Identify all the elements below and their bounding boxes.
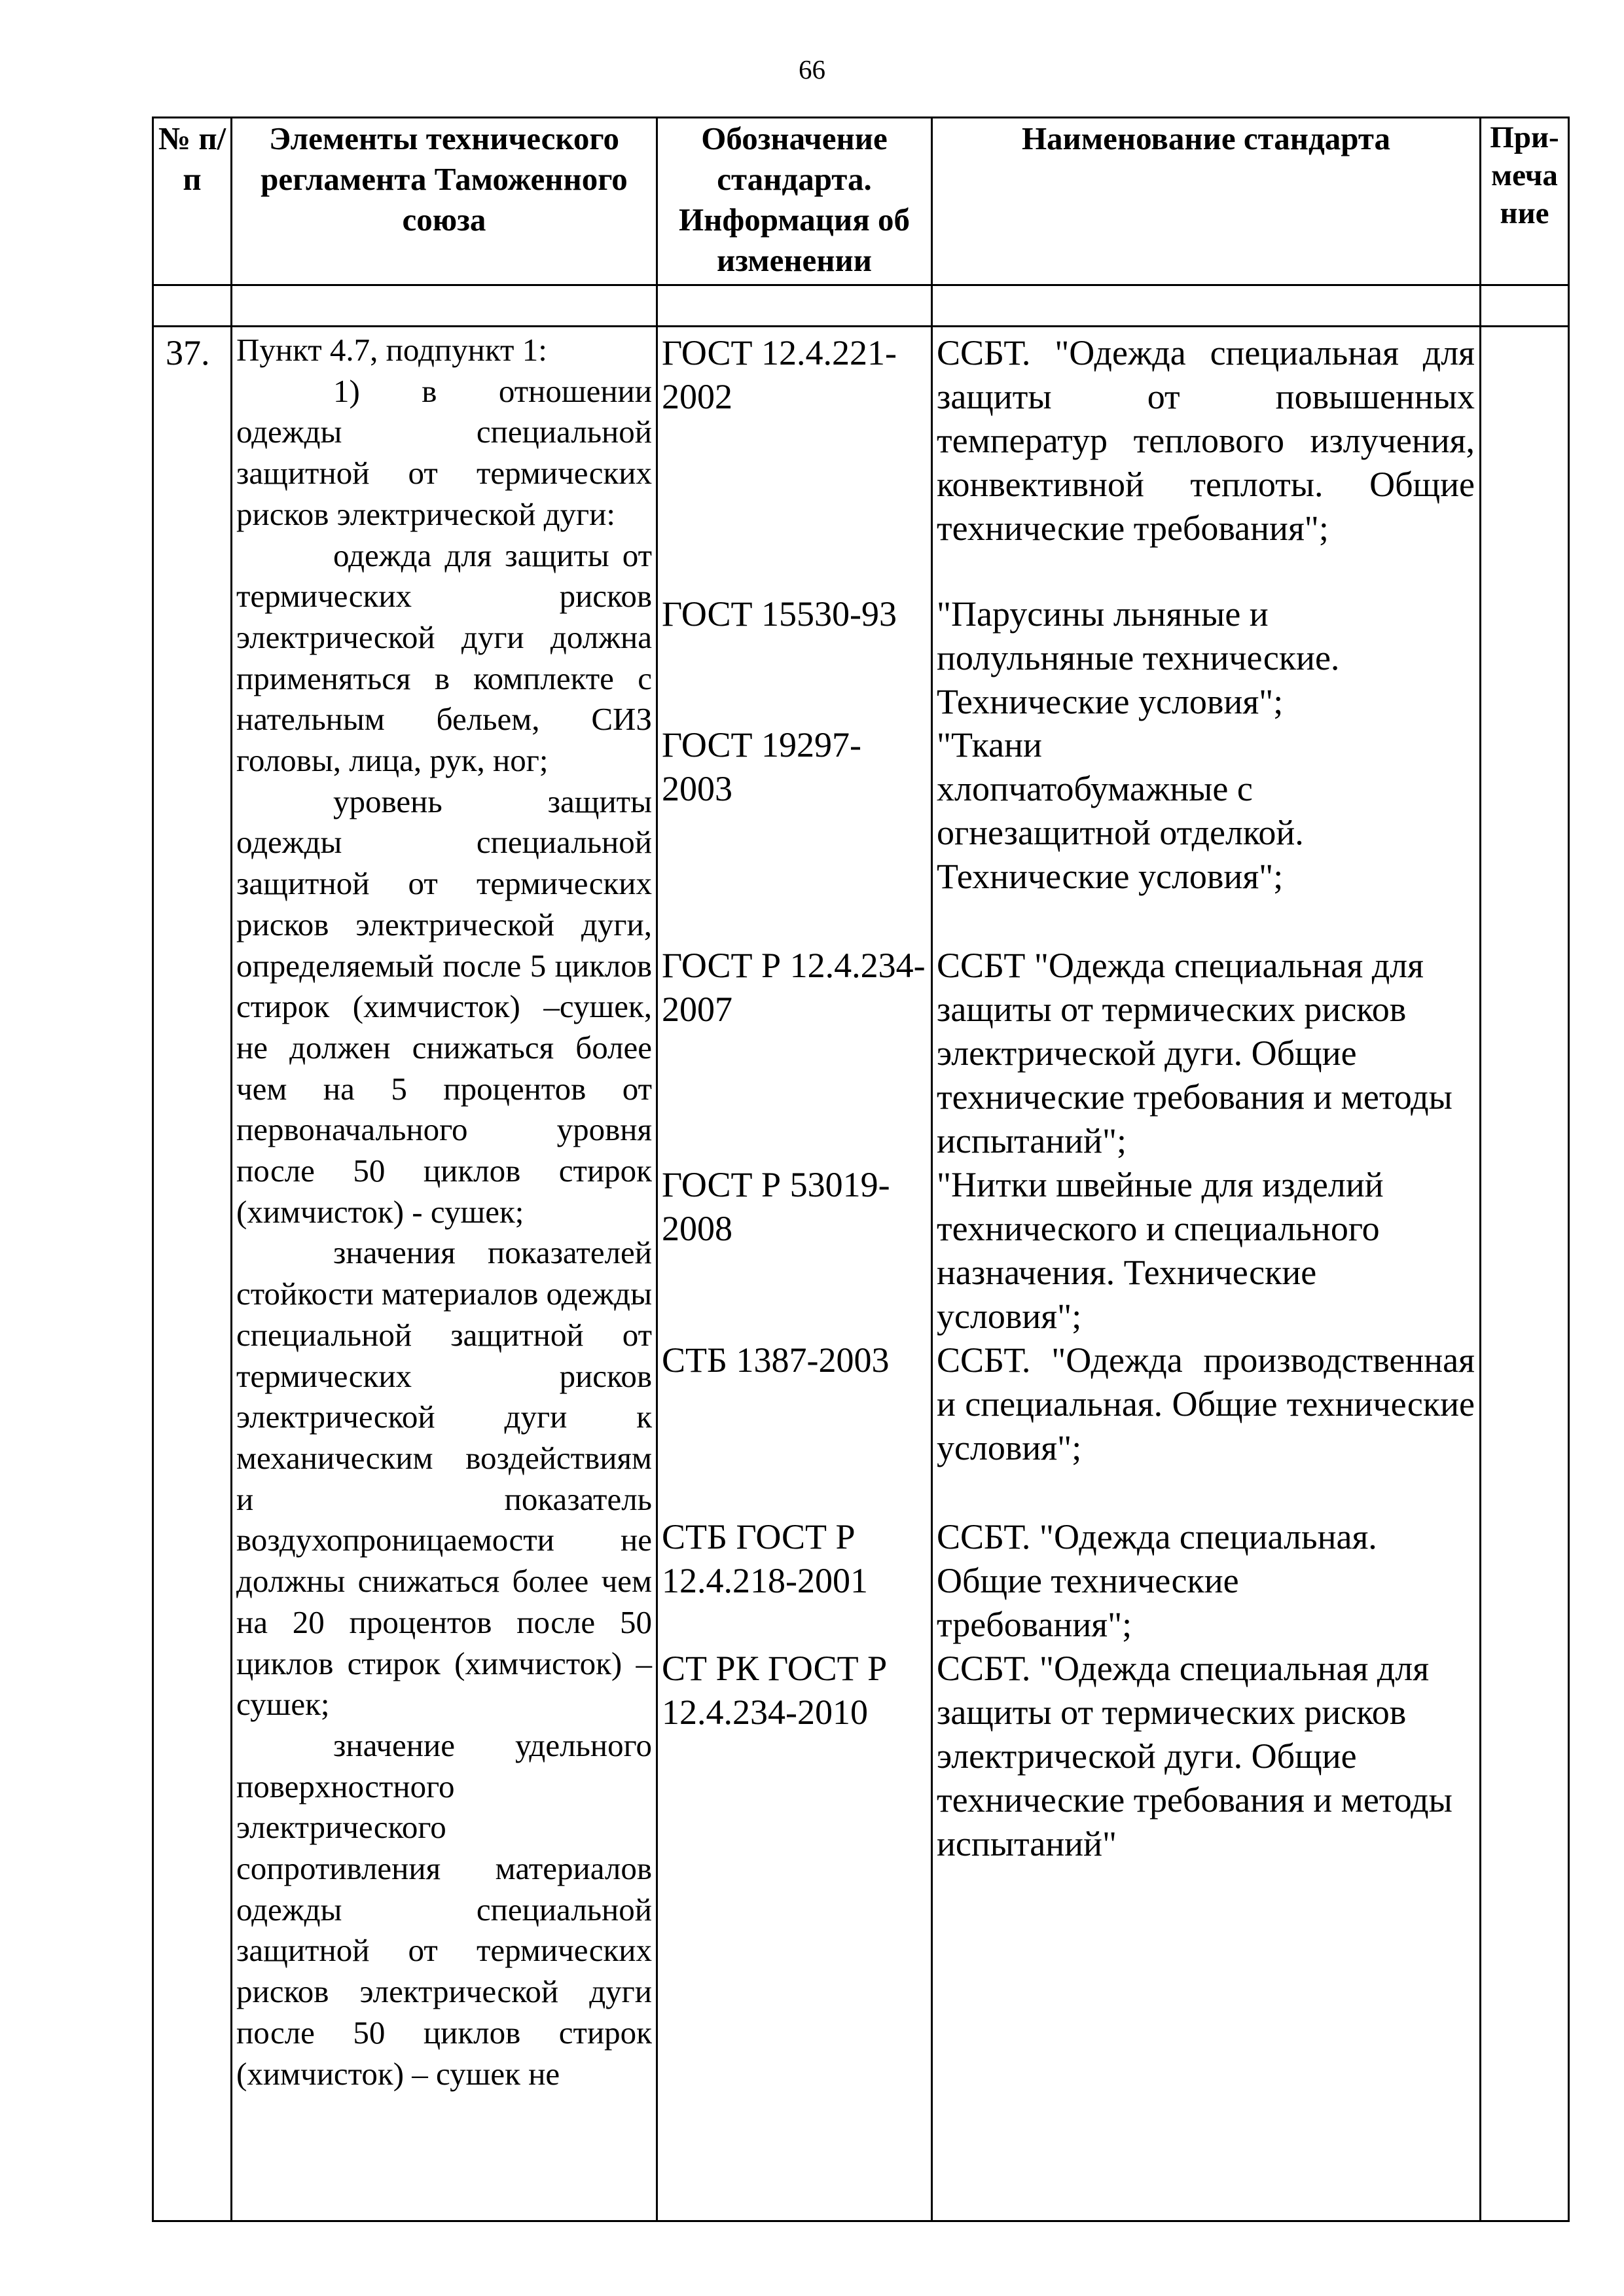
header-name: Наименование стандарта: [932, 118, 1481, 285]
standard-code: ГОСТ Р 12.4.234-2007: [662, 946, 926, 1029]
standard-name: "Ткани хлопчатобумажные с огнезащитной отделкой. Технические условия";: [937, 725, 1304, 896]
standard-name: "Нитки швейные для изделий технического и специального назначения. Технические условия";: [937, 1165, 1384, 1336]
standard-code: ГОСТ Р 53019-2008: [662, 1165, 890, 1248]
requirement-paragraph: Пункт 4.7, подпункт 1:: [236, 332, 547, 368]
header-designation: Обозначение стандарта. Информация об изменении: [657, 118, 932, 285]
standard-code: ГОСТ 19297-2003: [662, 725, 862, 808]
table-row: [153, 327, 1569, 2221]
spacer-row: [153, 285, 1569, 327]
header-row: [153, 118, 1569, 285]
standard-code: ГОСТ 12.4.221-2002: [662, 333, 897, 416]
requirement-paragraph: 1) в отношении одежды специальной защитной от термических рисков электрической дуги:: [236, 372, 652, 532]
requirement-paragraph: одежда для защиты от термических рисков электрической дуги должна применяться в комплекте с нательным бельем, СИЗ головы, лица, рук, ног;: [236, 537, 652, 779]
standards-table: [152, 117, 1570, 2222]
standard-name: ССБТ. "Одежда специальная. Общие технические требования";: [937, 1517, 1377, 1644]
standard-code: ГОСТ 15530-93: [662, 594, 897, 634]
standard-name: ССБТ. "Одежда производственная и специальная. Общие технические условия";: [937, 1340, 1475, 1467]
header-num: № п/п: [153, 118, 232, 285]
standard-code: СТ РК ГОСТ Р 12.4.234-2010: [662, 1649, 888, 1732]
requirement-paragraph: уровень защиты одежды специальной защитной от термических рисков электрической дуги, определяемый после 5 циклов стирок (химчисток) –сушек, не должен снижаться более чем на 5 процентов от первоначального уровня после 50 циклов стирок (химчисток) - сушек;: [236, 783, 652, 1230]
standard-name-cell: [932, 327, 1481, 2221]
row-number: 37.: [153, 327, 232, 2221]
requirements-cell: [232, 327, 657, 2221]
standard-name: ССБТ. "Одежда специальная для защиты от термических рисков электрической дуги. Общие технические требования и методы испытаний": [937, 1649, 1453, 1863]
standard-name: ССБТ. "Одежда специальная для защиты от повышенных температур теплового излучения, конвективной теплоты. Общие технические требования";: [937, 333, 1475, 548]
standard-code: СТБ ГОСТ Р 12.4.218-2001: [662, 1517, 868, 1600]
note-cell: [1481, 327, 1569, 2221]
header-elements: Элементы технического регламента Таможенного союза: [232, 118, 657, 285]
designation-cell: [657, 327, 932, 2221]
requirement-paragraph: значение удельного поверхностного электрического сопротивления материалов одежды специальной защитной от термических рисков электрической дуги после 50 циклов стирок (химчисток) – сушек не: [236, 1727, 652, 2092]
page-number: 66: [799, 54, 825, 84]
requirement-paragraph: значения показателей стойкости материалов одежды специальной защитной от термических рисков электрической дуги к механическим воздействиям и показатель воздухопроницаемости не должны снижаться более чем на 20 процентов после 50 циклов стирок (химчисток) – сушек;: [236, 1234, 652, 1723]
standard-code: СТБ 1387-2003: [662, 1340, 890, 1380]
standard-name: "Парусины льняные и полульняные технические. Технические условия";: [937, 594, 1340, 721]
header-note: При-меча ние: [1481, 118, 1569, 285]
standard-name: ССБТ "Одежда специальная для защиты от термических рисков электрической дуги. Общие технические требования и методы испытаний";: [937, 946, 1453, 1160]
